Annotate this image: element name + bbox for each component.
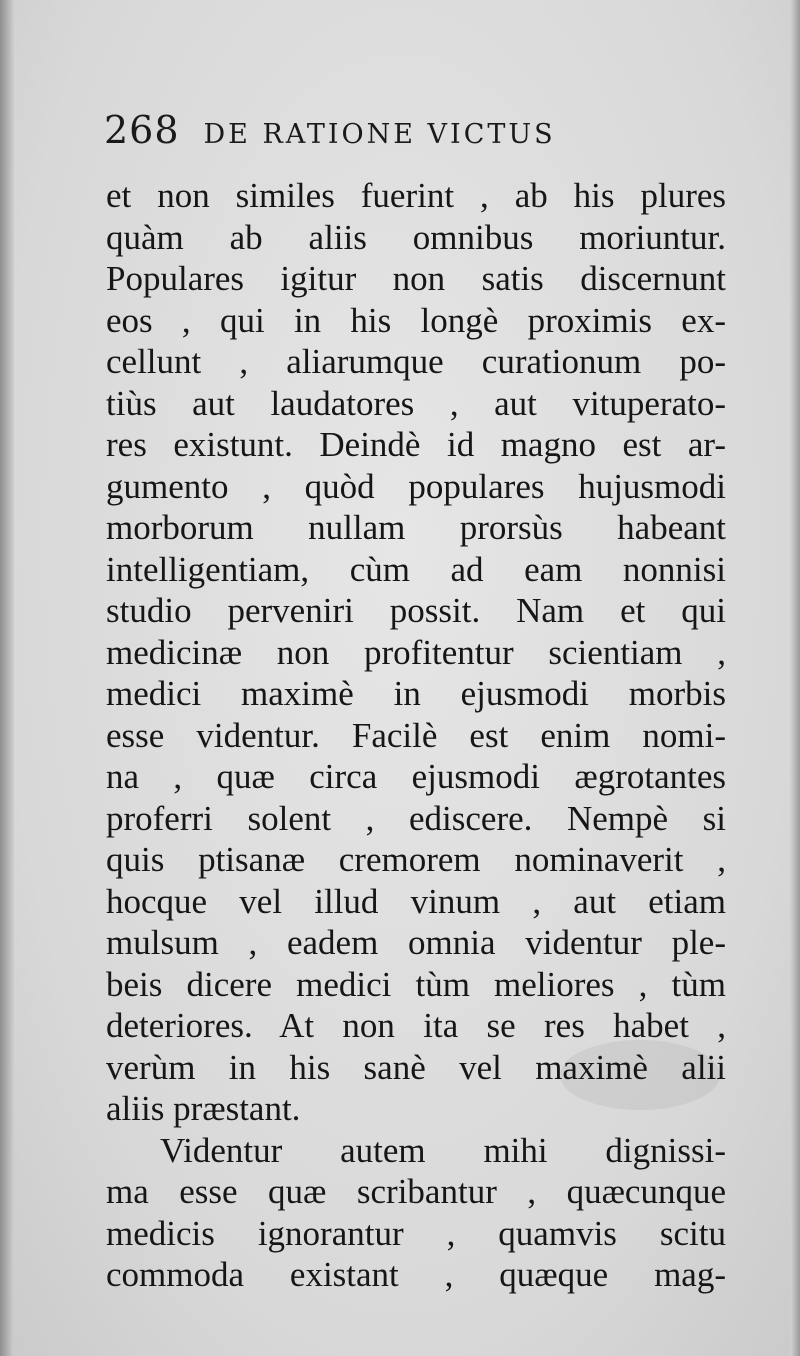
- text-line: proferri solent , ediscere. Nempè si: [106, 798, 726, 838]
- text-line: medicis ignorantur , quamvis scitu: [106, 1213, 726, 1253]
- text-line: esse videntur. Facilè est enim nomi-: [106, 715, 726, 755]
- page-header: [104, 108, 556, 158]
- text-line: verùm in his sanè vel maximè alii: [106, 1047, 726, 1087]
- running-title: DE RATIONE VICTUS: [203, 119, 556, 150]
- text-line: Populares igitur non satis discernunt: [106, 259, 726, 298]
- text-line: commoda existant , quæque mag-: [106, 1255, 726, 1294]
- text-line: quàm ab aliis omnibus moriuntur.: [106, 217, 726, 257]
- text-line: eos , qui in his longè proximis ex-: [106, 300, 726, 340]
- text-line: gumento , quòd populares hujusmodi: [106, 466, 726, 506]
- page-right-edge: [790, 0, 800, 1356]
- text-line: intelligentiam, cùm ad eam nonnisi: [106, 549, 726, 589]
- text-line: deteriores. At non ita se res habet ,: [106, 1006, 726, 1045]
- text-line: medicinæ non profitentur scientiam ,: [106, 632, 726, 672]
- text-line: ma esse quæ scribantur , quæcunque: [106, 1172, 726, 1211]
- page-number: 268: [104, 108, 180, 152]
- text-line: studio perveniri possit. Nam et qui: [106, 591, 726, 630]
- text-line: cellunt , aliarumque curationum po-: [106, 342, 726, 381]
- text-line: tiùs aut laudatores , aut vituperato-: [106, 383, 726, 423]
- text-line: medici maximè in ejusmodi morbis: [106, 674, 726, 713]
- text-line: aliis præstant.: [106, 1089, 301, 1128]
- text-line: mulsum , eadem omnia videntur ple-: [106, 923, 726, 962]
- text-line: morborum nullam prorsùs habeant: [106, 508, 726, 547]
- text-line: na , quæ circa ejusmodi ægrotantes: [106, 757, 726, 796]
- page-left-edge: [0, 0, 14, 1356]
- text-line: quis ptisanæ cremorem nominaverit ,: [106, 840, 726, 879]
- text-line: et non similes fuerint , ab his plures: [106, 176, 726, 215]
- body-text: [106, 175, 726, 1296]
- text-line: res existunt. Deindè id magno est ar-: [106, 425, 726, 464]
- text-line: beis dicere medici tùm meliores , tùm: [106, 964, 726, 1004]
- paragraph-start-line: Videntur autem mihi dignissi-: [160, 1130, 726, 1170]
- text-line: hocque vel illud vinum , aut etiam: [106, 881, 726, 921]
